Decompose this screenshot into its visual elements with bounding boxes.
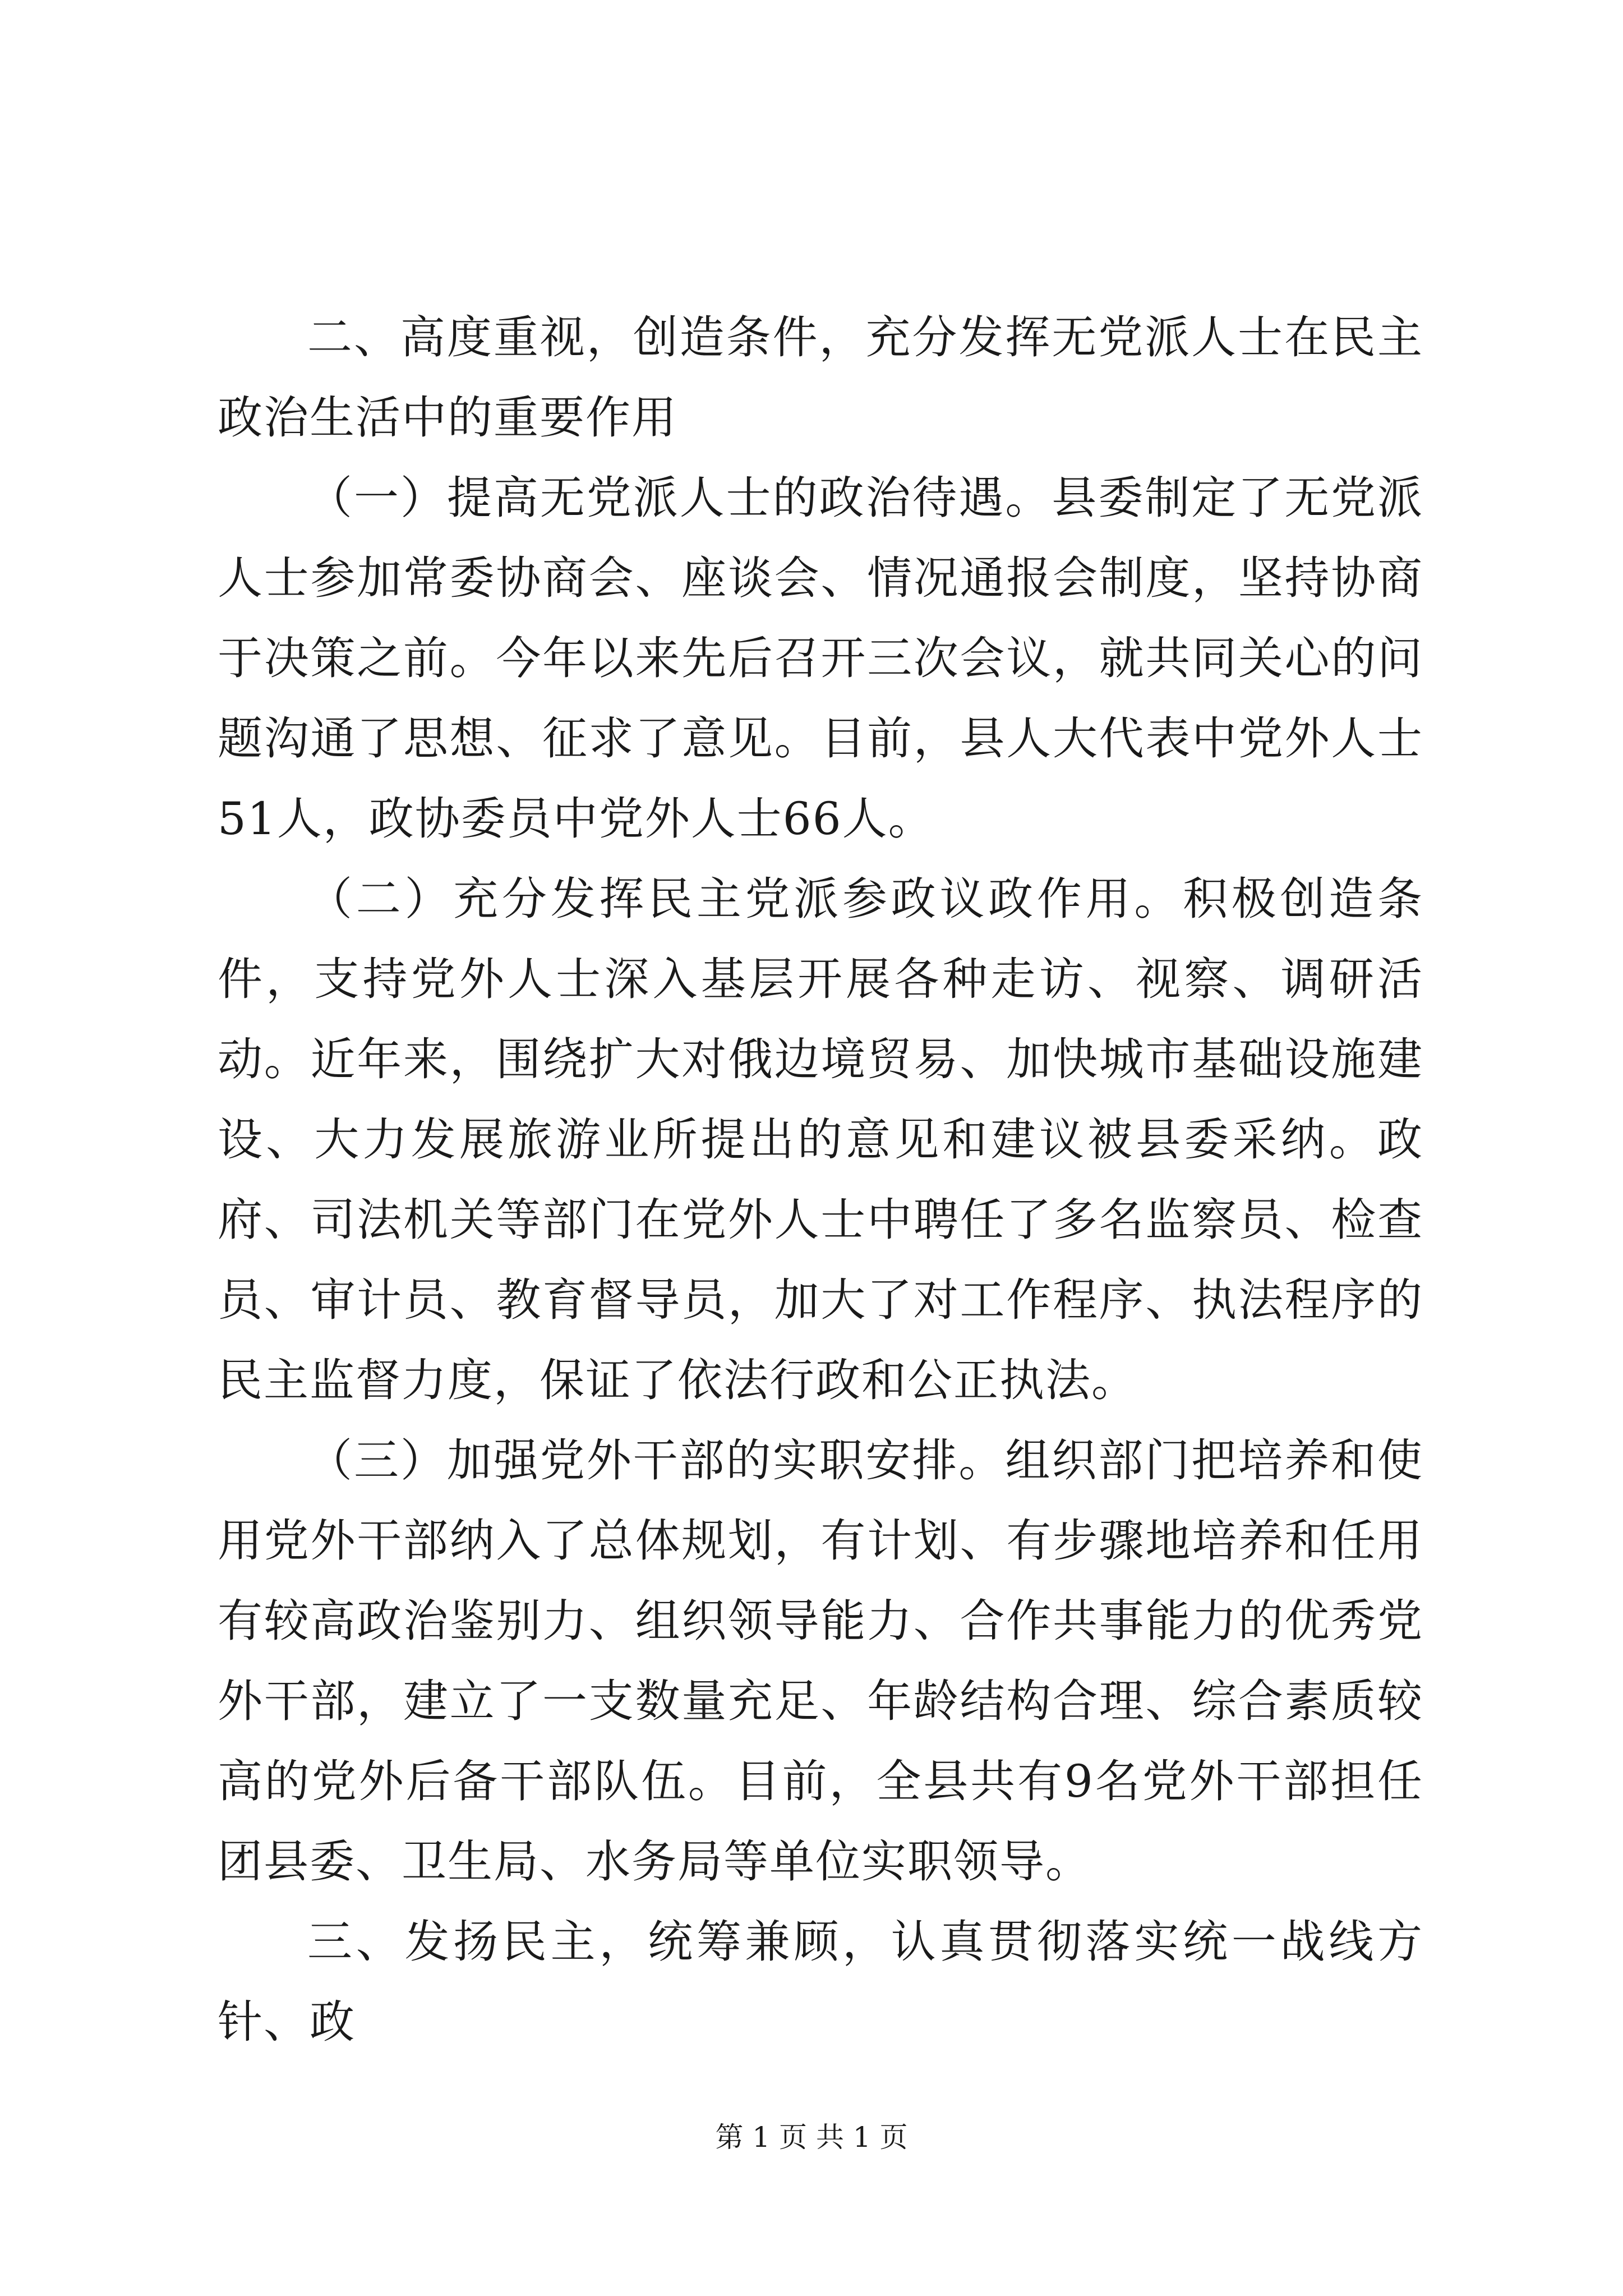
paragraph-three: （三）加强党外干部的实职安排。组织部门把培养和使用党外干部纳入了总体规划，有计划、有步骤地培养和任用有较高政治鉴别力、组织领导能力、合作共事能力的优秀党外干部，建立了一支数量充足、年龄结构合理、综合素质较高的党外后备干部队伍。目前，全县共有9名党外干部担任团县委、卫生局、水务局等单位实职领导。 xyxy=(218,1434,1423,1888)
page-footer: 第 1 页 共 1 页 xyxy=(715,2121,908,2154)
section-heading-three: 三、发扬民主，统筹兼顾，认真贯彻落实统一战线方针、政 xyxy=(218,1916,1423,2048)
paragraph-one: （一）提高无党派人士的政治待遇。县委制定了无党派人士参加常委协商会、座谈会、情况通报会制度，坚持协商于决策之前。今年以来先后召开三次会议，就共同关心的问题沟通了思想、征求了意见。目前，县人大代表中党外人士51人，政协委员中党外人士66人。 xyxy=(218,472,1423,845)
document-body xyxy=(218,297,1423,2062)
paragraph-two: （二）充分发挥民主党派参政议政作用。积极创造条件，支持党外人士深入基层开展各种走访、视察、调研活动。近年来，围绕扩大对俄边境贸易、加快城市基础设施建设、大力发展旅游业所提出的意见和建议被县委采纳。政府、司法机关等部门在党外人士中聘任了多名监察员、检查员、审计员、教育督导员，加大了对工作程序、执法程序的民主监督力度，保证了依法行政和公正执法。 xyxy=(218,873,1423,1406)
section-heading-two: 二、高度重视，创造条件，充分发挥无党派人士在民主政治生活中的重要作用 xyxy=(218,311,1423,444)
